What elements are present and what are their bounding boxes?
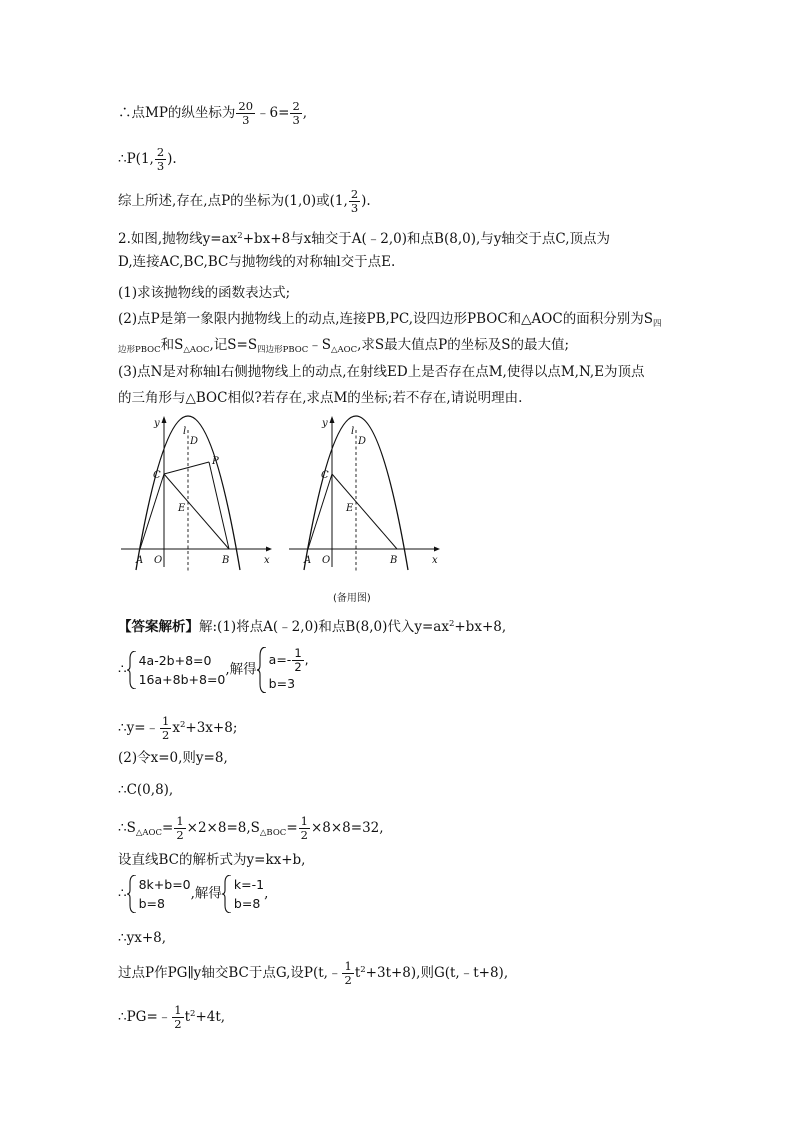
answer-line-10: 过点P作PG∥y轴交BC于点G,设P(t,﹣ $\frac{1}{2}$ $t^2+3t+8$),则G(t,﹣t+8), — [118, 959, 509, 987]
label-a: A — [304, 555, 312, 566]
y-axis-arrow — [162, 416, 167, 423]
segment-cb — [164, 474, 229, 549]
fraction: $\frac{2}{3}$ — [350, 187, 359, 215]
answer-line-6: $\therefore S_{\triangle AOC}=$ $\frac{1}{2}$ $\times 2\times 8=8,S_{\triangle BOC}=$ $\frac{1}{2}$ ×8×8=32, — [118, 814, 384, 842]
segment-ac — [140, 474, 164, 549]
answer-line-11: ∴PG=﹣ $\frac{1}{2}$ $t^2+4t$, — [118, 1003, 226, 1031]
segment-cp — [164, 462, 209, 474]
segment-ac — [308, 474, 332, 549]
line-summary: 综上所述,存在,点P的坐标为(1,0)或(1, $\frac{2}{3}$ ). — [118, 187, 371, 215]
label-l: l — [183, 426, 187, 437]
fraction: $\frac{1}{2}$ — [162, 714, 170, 742]
equation-system-2: ∴ 8k+b=0 b=8 ,解得 k=-1 b=8 , — [118, 877, 269, 911]
answer-heading: 【答案解析】 — [118, 619, 199, 635]
brace-icon — [127, 875, 137, 913]
label-c: C — [153, 470, 161, 481]
label-x: x — [432, 555, 438, 566]
parabola-figure-main — [118, 412, 283, 572]
equation-system-1: ∴ 4a-2b+8=0 16a+8b+8=0 ,解得 a=- $\frac{1}{2}$ , b=3 — [118, 646, 309, 691]
label-x: x — [264, 555, 270, 566]
answer-line-5: ∴C(0,8), — [118, 782, 174, 798]
line-point-p: ∴P(1, $\frac{2}{3}$ ). — [118, 145, 177, 173]
label-e: E — [346, 503, 354, 514]
label-y: y — [322, 418, 328, 429]
answer-line-7: 设直线BC的解析式为y=kx+b, — [118, 852, 306, 868]
label-c: C — [321, 470, 329, 481]
fraction: $\frac{1}{2}$ — [176, 814, 184, 842]
question-3-line-2: 的三角形与△BOC相似?若存在,求点M的坐标;若不存在,请说明理由. — [118, 390, 523, 406]
label-o: O — [154, 555, 163, 566]
label-p: P — [212, 456, 219, 467]
answer-line-3: ∴y=﹣ $\frac{1}{2}$ $x^2+3x+8$; — [118, 714, 238, 742]
fraction: $\frac{1}{2}$ — [294, 646, 302, 674]
label-e: E — [178, 503, 186, 514]
fraction: $\frac{2}{3}$ — [156, 145, 165, 173]
question-2-line-2: $_{边形PBOC}$和$S_{\triangle AOC}$,记$S=S_{四边形PBOC}﹣S_{\triangle AOC}$,求S最大值点P的坐标及S的最大值; — [118, 337, 570, 355]
question-2-line-1: (2)点P是第一象限内抛物线上的动点,连接PB,PC,设四边形PBOC和△AOC的面积分别为$S_四$ — [118, 311, 662, 329]
problem-line-2: D,连接AC,BC,BC与抛物线的对称轴l交于点E. — [118, 254, 396, 270]
answer-line-1: 【答案解析】解:(1)将点A(﹣2,0)和点B(8,0)代入$y=ax^2+bx+8$, — [118, 619, 507, 635]
label-b: B — [390, 555, 398, 566]
brace-icon — [222, 875, 232, 913]
label-b: B — [222, 555, 230, 566]
x-axis-arrow — [266, 547, 272, 552]
system: 4a-2b+8=0 16a+8b+8=0 — [127, 651, 226, 689]
answer-line-9: ∴yx+8, — [118, 930, 167, 946]
label-d: D — [358, 436, 367, 447]
problem-line-1: 2.如图,抛物线$y=ax^2+bx+8$与x轴交于A(﹣2,0)和点B(8,0),与y轴交于点C,顶点为 — [118, 231, 611, 247]
label-d: D — [190, 436, 199, 447]
brace-icon — [257, 647, 267, 693]
system: k=-1 b=8 — [222, 875, 264, 913]
line-mp-ordinate: ∴点MP的纵坐标为 $\frac{20}{3}$ ﹣6= $\frac{2}{3}$ , — [118, 99, 308, 127]
label-l: l — [351, 426, 355, 437]
answer-line-4: (2)令x=0,则y=8, — [118, 750, 228, 766]
question-1: (1)求该抛物线的函数表达式; — [118, 285, 291, 301]
label-y: y — [154, 418, 160, 429]
brace-icon — [127, 651, 137, 689]
segment-cb — [332, 474, 397, 549]
question-3-line-1: (3)点N是对称轴l右侧抛物线上的动点,在射线ED上是否存在点M,使得以点M,N,E为顶点 — [118, 364, 645, 380]
label-o: O — [322, 555, 331, 566]
y-axis-arrow — [330, 416, 335, 423]
x-axis-arrow — [434, 547, 440, 552]
fraction: $\frac{1}{2}$ — [344, 959, 352, 987]
system: a=- $\frac{1}{2}$ , b=3 — [257, 647, 309, 693]
label-a: A — [136, 555, 144, 566]
fraction: $\frac{2}{3}$ — [292, 99, 300, 127]
system: 8k+b=0 b=8 — [127, 875, 191, 913]
fraction: $\frac{1}{2}$ — [300, 814, 308, 842]
segment-pb — [209, 462, 229, 549]
fraction: $\frac{1}{2}$ — [174, 1003, 182, 1031]
figure-caption: (备用图) — [333, 593, 371, 604]
parabola-figure-backup — [286, 412, 451, 572]
fraction: $\frac{20}{3}$ — [238, 99, 254, 127]
